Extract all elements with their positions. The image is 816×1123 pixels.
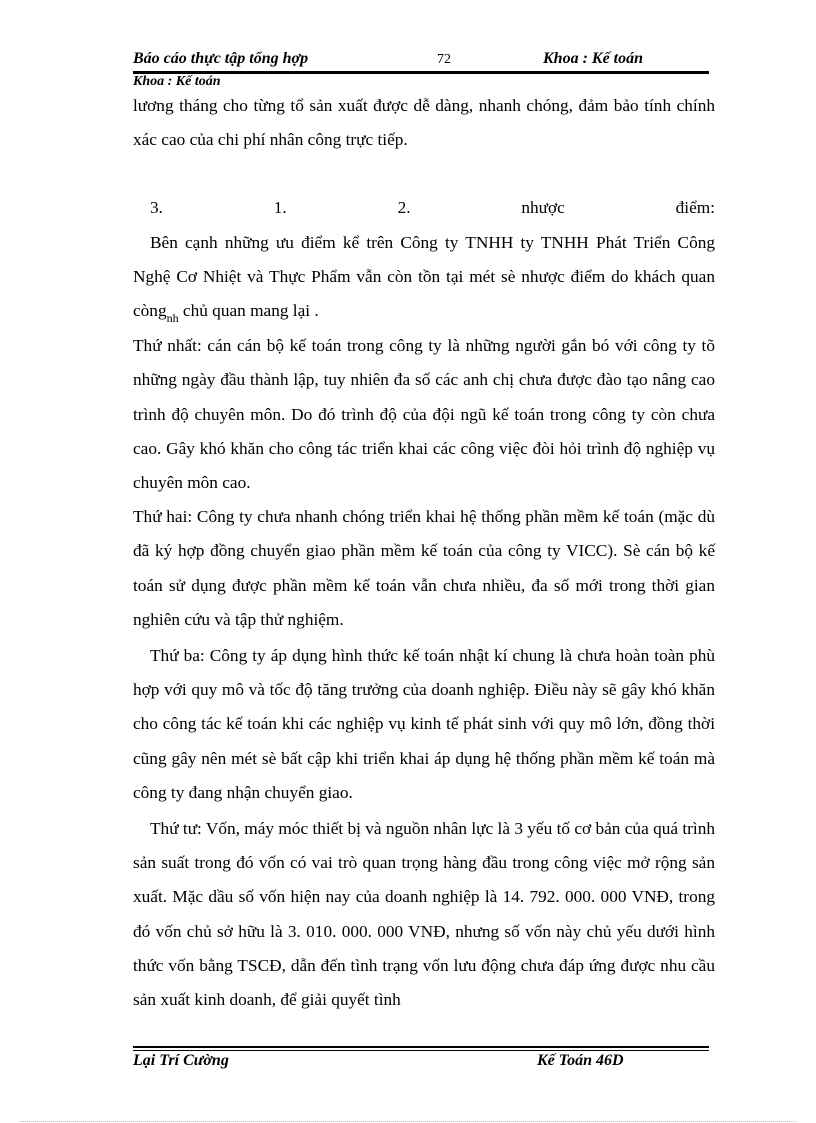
header-right-title: Khoa : Kế toán — [543, 50, 644, 67]
page-body — [133, 89, 715, 1017]
paragraph-first: Thứ nhất: cán cán bộ kế toán trong công ty là những người gắn bó với công ty tõ những ngày đầu thành lập, tuy nhiên đa số các anh chị chưa được đào tạo nâng cao trình độ chuyên môn. Do đó trình độ của đội ngũ kế toán trong công ty còn chưa cao. Gây khó khăn cho công tác triển khai các công việc đòi hỏi trình độ nghiệp vụ chuyên môn cao. — [133, 336, 715, 493]
page-border — [20, 1121, 796, 1122]
footer-class: Kế Toán 46D — [537, 1052, 624, 1069]
blank-line — [133, 157, 715, 191]
paragraph-third: Thứ ba: Công ty áp dụng hình thức kế toán nhật kí chung là chưa hoàn toàn phù hợp với quy mô và tốc độ tăng trưởng của doanh nghiệp. Điều này sẽ gây khó khăn cho công tác kế toán khi các nghiệp vụ kinh tế phát sinh với quy mô lớn, đồng thời cũng gây nên mét sè bất cập khi triển khai áp dụng hệ thống phần mềm kế toán mà công ty đang nhận chuyển giao. — [133, 646, 715, 802]
paragraph-text: Bên cạnh những ưu điểm kể trên Công ty TNHH ty TNHH Phát Triển Công Nghệ Cơ Nhiệt và Thực Phẩm vẫn còn tồn tại mét sè nhược điểm do khách quan còng — [133, 232, 715, 321]
header-sub-title: Khoa : Kế toán — [133, 74, 221, 89]
heading-part: 3. — [150, 198, 163, 218]
footer-rule-bottom — [133, 1050, 709, 1051]
paragraph-weaknesses-intro — [133, 226, 715, 330]
paragraph-text: chủ quan mang lại . — [178, 301, 319, 321]
paragraph-second: Thứ hai: Công ty chưa nhanh chóng triển khai hệ thống phần mềm kế toán (mặc dù đã ký hợp đồng chuyển giao phần mềm kế toán của công ty VICC). Sè cán bộ kế toán sử dụng được phần mềm kế toán vẫn chưa nhiều, đa số mới trong thời gian nghiên cứu và tập thử nghiệm. — [133, 507, 715, 629]
heading-part: nhược — [521, 198, 565, 218]
footer-rule-top — [133, 1046, 709, 1048]
paragraph-intro: lương tháng cho từng tổ sản xuất được dễ dàng, nhanh chóng, đảm bảo tính chính xác cao của chi phí nhân công trực tiếp. — [133, 96, 715, 150]
heading-part: 1. — [273, 198, 287, 218]
paragraph-fourth: Thứ tư: Vốn, máy móc thiết bị và nguồn nhân lực là 3 yếu tố cơ bản của quá trình sản suất trong đó vốn có vai trò quan trọng hàng đầu trong công việc mở rộng sản xuất. Mặc dầu số vốn hiện nay của doanh nghiệp là 14. 792. 000. 000 VNĐ, trong đó vốn chủ sở hữu là 3. 010. 000. 000 VNĐ, nhưng số vốn này chủ yếu dưới hình thức vốn bằng TSCĐ, dẫn đến tình trạng vốn lưu động chưa đáp ứng được nhu cầu sản xuất kinh doanh, để giải quyết tình — [133, 819, 715, 1010]
section-heading — [133, 191, 715, 225]
page-number: 72 — [437, 52, 451, 67]
footer-author: Lại Trí Cường — [133, 1052, 229, 1069]
heading-part: 2. — [397, 198, 411, 218]
subscript-text: nh — [166, 311, 179, 326]
header-left-title: Báo cáo thực tập tổng hợp — [133, 50, 309, 67]
heading-part: điểm: — [675, 198, 715, 218]
